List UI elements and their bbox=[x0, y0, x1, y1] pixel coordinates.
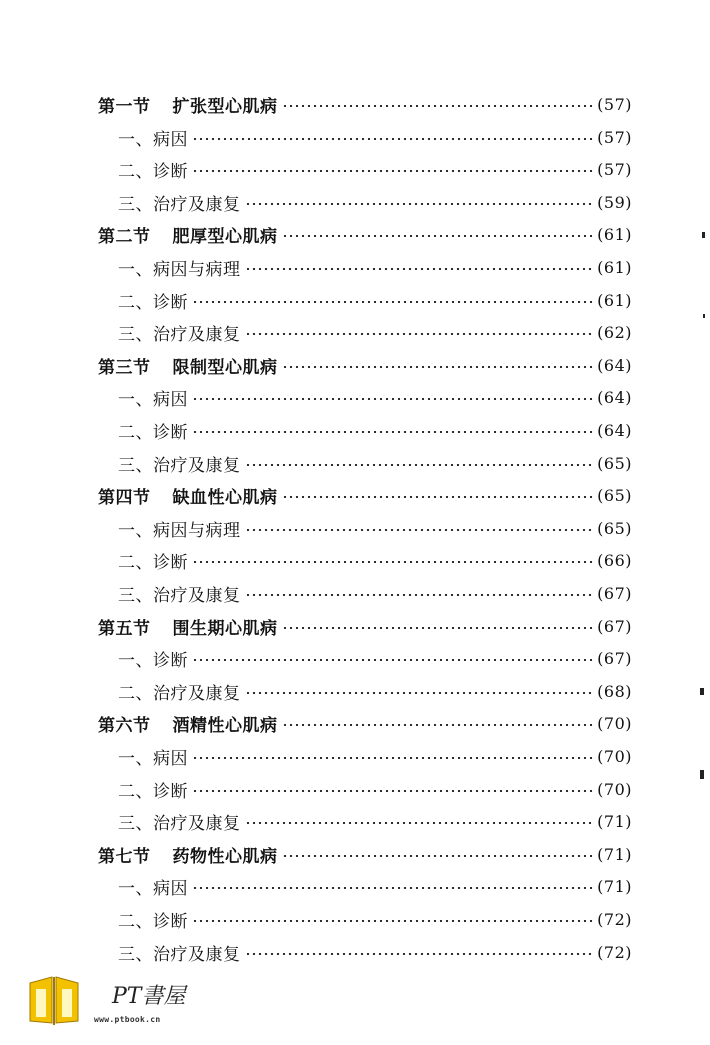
page-number: (64) bbox=[597, 355, 632, 375]
page-number: (66) bbox=[597, 550, 632, 570]
item-title: 二、诊断 bbox=[118, 552, 188, 573]
toc-item-row bbox=[118, 252, 632, 282]
toc-item-row bbox=[118, 806, 632, 836]
watermark-brand: PT書屋 bbox=[112, 984, 186, 1009]
item-title: 一、病因 bbox=[118, 748, 188, 769]
scan-edge-mark bbox=[700, 770, 704, 779]
page-number: (61) bbox=[597, 290, 632, 310]
page-number: (57) bbox=[597, 94, 632, 114]
dot-leader bbox=[192, 154, 593, 184]
toc-item-row bbox=[118, 676, 632, 706]
page-number: (70) bbox=[597, 746, 632, 766]
page-number: (61) bbox=[597, 224, 632, 244]
page-number: (71) bbox=[597, 844, 632, 864]
section-label: 第二节 bbox=[98, 226, 151, 247]
dot-leader bbox=[245, 676, 594, 706]
item-title: 三、治疗及康复 bbox=[118, 813, 241, 834]
page-number: (64) bbox=[597, 387, 632, 407]
item-title: 一、病因 bbox=[118, 129, 188, 150]
section-title: 药物性心肌病 bbox=[172, 846, 278, 867]
section-title: 酒精性心肌病 bbox=[172, 715, 278, 736]
toc-section-row bbox=[98, 708, 632, 738]
page-number: (68) bbox=[597, 681, 632, 701]
page-number: (59) bbox=[597, 192, 632, 212]
dot-leader bbox=[282, 611, 594, 641]
item-title: 三、治疗及康复 bbox=[118, 324, 241, 345]
dot-leader bbox=[282, 219, 594, 249]
dot-leader bbox=[282, 350, 594, 380]
section-label: 第一节 bbox=[98, 96, 151, 117]
toc-item-row bbox=[118, 937, 632, 967]
dot-leader bbox=[192, 545, 593, 575]
dot-leader bbox=[192, 285, 593, 315]
toc-item-row bbox=[118, 317, 632, 347]
page-number: (70) bbox=[597, 713, 632, 733]
dot-leader bbox=[245, 187, 594, 217]
item-title: 一、诊断 bbox=[118, 650, 188, 671]
page-number: (57) bbox=[597, 127, 632, 147]
dot-leader bbox=[192, 643, 593, 673]
dot-leader bbox=[192, 871, 593, 901]
scan-edge-mark bbox=[703, 314, 705, 318]
item-title: 二、诊断 bbox=[118, 422, 188, 443]
toc-section-row bbox=[98, 350, 632, 380]
watermark-url: www.ptbook.cn bbox=[94, 1015, 161, 1024]
item-title: 二、诊断 bbox=[118, 911, 188, 932]
section-title: 围生期心肌病 bbox=[172, 618, 278, 639]
watermark-logo bbox=[28, 975, 268, 1035]
page-number: (72) bbox=[597, 942, 632, 962]
toc-item-row bbox=[118, 774, 632, 804]
dot-leader bbox=[282, 480, 594, 510]
dot-leader bbox=[192, 741, 593, 771]
page-number: (67) bbox=[597, 583, 632, 603]
item-title: 二、治疗及康复 bbox=[118, 683, 241, 704]
toc-item-row bbox=[118, 382, 632, 412]
toc-section-row bbox=[98, 89, 632, 119]
toc-item-row bbox=[118, 904, 632, 934]
section-title: 肥厚型心肌病 bbox=[172, 226, 278, 247]
item-title: 三、治疗及康复 bbox=[118, 944, 241, 965]
item-title: 三、治疗及康复 bbox=[118, 585, 241, 606]
toc-section-row bbox=[98, 839, 632, 869]
section-label: 第四节 bbox=[98, 487, 151, 508]
toc-item-row bbox=[118, 448, 632, 478]
toc-item-row bbox=[118, 643, 632, 673]
scan-edge-mark bbox=[700, 688, 704, 695]
page-number: (57) bbox=[597, 159, 632, 179]
section-title: 扩张型心肌病 bbox=[172, 96, 278, 117]
dot-leader bbox=[192, 774, 593, 804]
toc-item-row bbox=[118, 285, 632, 315]
section-label: 第七节 bbox=[98, 846, 151, 867]
toc-item-row bbox=[118, 415, 632, 445]
item-title: 一、病因 bbox=[118, 878, 188, 899]
dot-leader bbox=[245, 448, 594, 478]
section-title: 限制型心肌病 bbox=[172, 357, 278, 378]
toc-section-row bbox=[98, 611, 632, 641]
page-number: (61) bbox=[597, 257, 632, 277]
scan-edge-mark bbox=[702, 232, 705, 238]
dot-leader bbox=[245, 937, 594, 967]
dot-leader bbox=[192, 122, 593, 152]
item-title: 二、诊断 bbox=[118, 292, 188, 313]
section-title: 缺血性心肌病 bbox=[172, 487, 278, 508]
section-label: 第五节 bbox=[98, 618, 151, 639]
dot-leader bbox=[192, 904, 593, 934]
item-title: 三、治疗及康复 bbox=[118, 455, 241, 476]
dot-leader bbox=[245, 513, 594, 543]
dot-leader bbox=[245, 578, 594, 608]
dot-leader bbox=[282, 89, 594, 119]
toc-item-row bbox=[118, 154, 632, 184]
page-number: (70) bbox=[597, 779, 632, 799]
section-label: 第六节 bbox=[98, 715, 151, 736]
page-number: (65) bbox=[597, 453, 632, 473]
toc-item-row bbox=[118, 578, 632, 608]
book-icon bbox=[28, 975, 80, 1027]
item-title: 一、病因与病理 bbox=[118, 520, 241, 541]
dot-leader bbox=[192, 382, 593, 412]
page-number: (65) bbox=[597, 518, 632, 538]
item-title: 二、诊断 bbox=[118, 161, 188, 182]
page-number: (65) bbox=[597, 485, 632, 505]
page-number: (71) bbox=[597, 876, 632, 896]
toc-section-row bbox=[98, 219, 632, 249]
toc-item-row bbox=[118, 545, 632, 575]
item-title: 三、治疗及康复 bbox=[118, 194, 241, 215]
dot-leader bbox=[282, 839, 594, 869]
toc-item-row bbox=[118, 741, 632, 771]
page-number: (67) bbox=[597, 648, 632, 668]
item-title: 二、诊断 bbox=[118, 781, 188, 802]
section-label: 第三节 bbox=[98, 357, 151, 378]
dot-leader bbox=[245, 252, 594, 282]
dot-leader bbox=[245, 317, 594, 347]
dot-leader bbox=[282, 708, 594, 738]
page-number: (67) bbox=[597, 616, 632, 636]
page-number: (62) bbox=[597, 322, 632, 342]
toc-item-row bbox=[118, 187, 632, 217]
page-number: (64) bbox=[597, 420, 632, 440]
page-number: (71) bbox=[597, 811, 632, 831]
dot-leader bbox=[192, 415, 593, 445]
toc-item-row bbox=[118, 122, 632, 152]
toc-item-row bbox=[118, 871, 632, 901]
toc-item-row bbox=[118, 513, 632, 543]
item-title: 一、病因 bbox=[118, 389, 188, 410]
dot-leader bbox=[245, 806, 594, 836]
toc-section-row bbox=[98, 480, 632, 510]
page-number: (72) bbox=[597, 909, 632, 929]
item-title: 一、病因与病理 bbox=[118, 259, 241, 280]
